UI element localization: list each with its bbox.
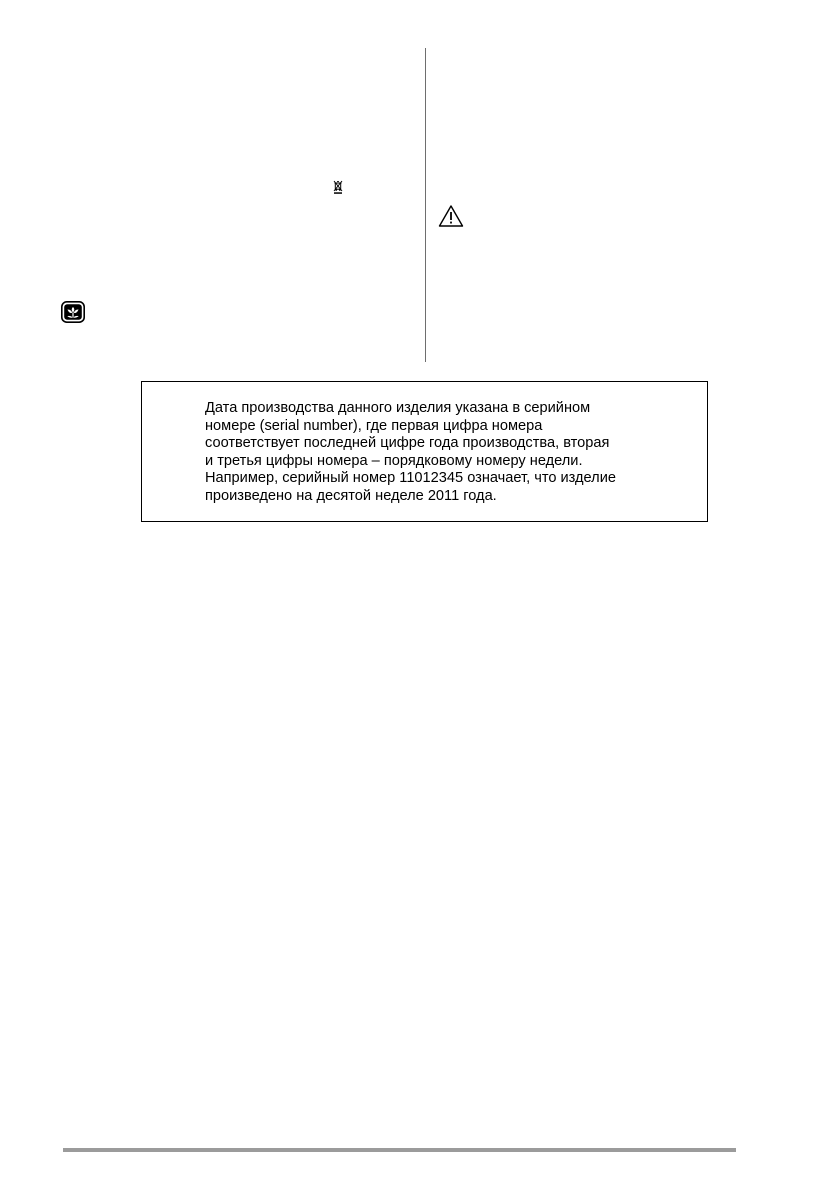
info-line: номере (serial number), где первая цифра номера bbox=[205, 417, 543, 434]
footer-rule bbox=[63, 1148, 736, 1152]
info-line: Например, серийный номер 11012345 означает, что изделие bbox=[205, 470, 616, 487]
production-date-info-box bbox=[141, 381, 708, 522]
warning-triangle-icon bbox=[438, 204, 464, 228]
column-divider bbox=[425, 48, 426, 362]
info-line: и третья цифры номера – порядковому номеру недели. bbox=[205, 452, 583, 469]
environment-flower-icon bbox=[61, 301, 85, 323]
info-line: соответствует последней цифре года производства, вторая bbox=[205, 435, 610, 452]
production-date-note bbox=[205, 400, 695, 506]
info-line: произведено на десятой неделе 2011 года. bbox=[205, 487, 497, 504]
info-line: Дата производства данного изделия указана в серийном bbox=[205, 400, 591, 416]
crossed-out-wheelie-bin-icon bbox=[333, 180, 343, 194]
